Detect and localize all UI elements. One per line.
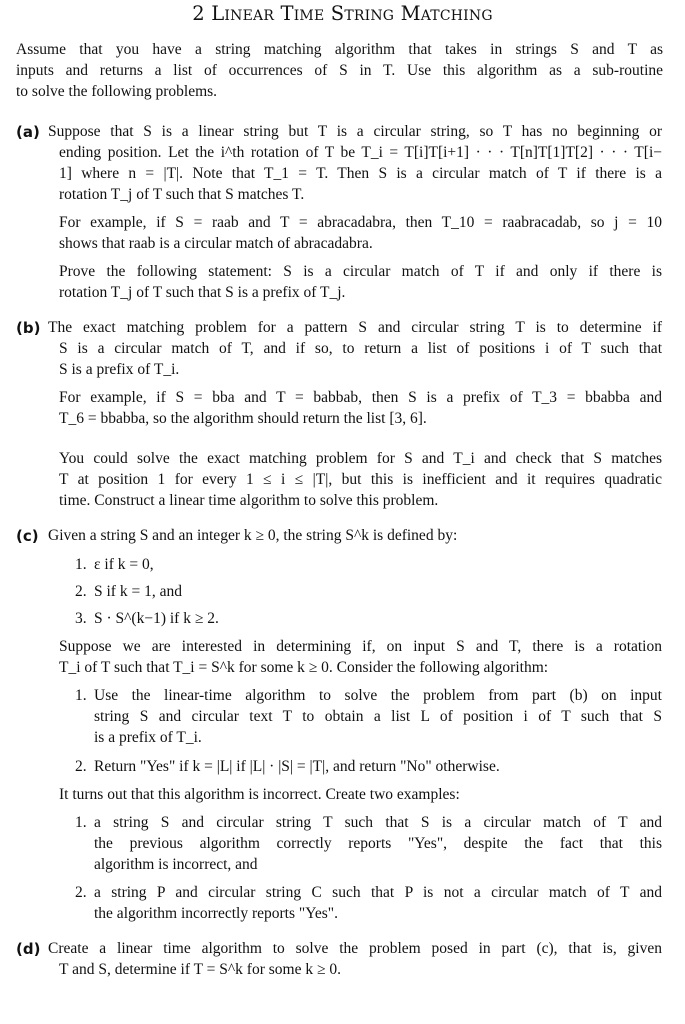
intro-line: to solve the following problems.: [16, 83, 218, 100]
part-c-examples-intro: It turns out that this algorithm is incorrect. Create two examples:: [59, 786, 460, 803]
part-d-text: Create a linear time algorithm to solve the problem posed in part (c), that is, given: [48, 940, 662, 957]
part-a-prove: rotation T_j of T such that S is a prefix of T_j.: [59, 284, 346, 301]
ex-item-text: algorithm is incorrect, and: [94, 856, 258, 873]
part-a-prove: Prove the following statement: S is a circular match of T if and only if there is: [59, 263, 662, 280]
intro-line: Assume that you have a string matching algorithm that takes in strings S and T as: [16, 41, 663, 58]
part-b-note: time. Construct a linear time algorithm to solve this problem.: [59, 492, 439, 509]
alg-item-text: string S and circular text T to obtain a list L of position i of T such that S: [94, 708, 662, 725]
ex-item-number: 1.: [75, 814, 87, 831]
def-item-number: 1.: [75, 556, 87, 573]
part-c-text: T_i of T such that T_i = S^k for some k ≥ 0. Consider the following algorithm:: [59, 659, 549, 676]
alg-item-number: 1.: [75, 687, 87, 704]
alg-item-text: Return "Yes" if k = |L| if |L| · |S| = |T|, and return "No" otherwise.: [94, 758, 500, 775]
ex-item-text: a string P and circular string C such that P is not a circular match of T and: [94, 884, 662, 901]
def-item-number: 2.: [75, 583, 87, 600]
def-item-number: 3.: [75, 610, 87, 627]
part-c-text: Suppose we are interested in determining if, on input S and T, there is a rotation: [59, 638, 662, 655]
ex-item-number: 2.: [75, 884, 87, 901]
part-a-example: For example, if S = raab and T = abracadabra, then T_10 = raabracadab, so j = 10: [59, 214, 662, 231]
ex-item-text: the previous algorithm correctly reports "Yes", despite the fact that this: [94, 835, 662, 852]
alg-item-text: Use the linear-time algorithm to solve the problem from part (b) on input: [94, 687, 662, 704]
alg-item-number: 2.: [75, 758, 87, 775]
part-b-example: T_6 = bbabba, so the algorithm should return the list [3, 6].: [59, 410, 427, 427]
part-a-text: Suppose that S is a linear string but T is a circular string, so T has no beginning or: [48, 123, 662, 140]
part-b-label: (b): [16, 319, 41, 337]
part-a-label: (a): [16, 123, 40, 141]
part-a-text: ending position. Let the i^th rotation of T be T_i = T[i]T[i+1] · · · T[n]T[1]T[2] · · · T[i−: [59, 144, 662, 161]
part-a-text: rotation T_j of T such that S matches T.: [59, 186, 305, 203]
part-b-note: You could solve the exact matching problem for S and T_i and check that S matches: [59, 450, 662, 467]
intro-line: inputs and returns a list of occurrences of S in T. Use this algorithm as a sub-routine: [16, 62, 663, 79]
part-d-text: T and S, determine if T = S^k for some k ≥ 0.: [59, 961, 341, 978]
part-b-text: S is a prefix of T_i.: [59, 361, 180, 378]
part-c-intro: Given a string S and an integer k ≥ 0, the string S^k is defined by:: [48, 527, 458, 544]
ex-item-text: a string S and circular string T such that S is a circular match of T and: [94, 814, 662, 831]
section-title: 2 Linear Time String Matching: [192, 2, 493, 25]
part-c-label: (c): [16, 527, 39, 545]
ex-item-text: the algorithm incorrectly reports "Yes".: [94, 905, 338, 922]
def-item-text: S if k = 1, and: [94, 583, 182, 600]
part-a-text: 1] where n = |T|. Note that T_1 = T. Then S is a circular match of T if there is a: [59, 165, 662, 182]
part-b-text: The exact matching problem for a pattern S and circular string T is to determine if: [48, 319, 662, 336]
part-b-example: For example, if S = bba and T = babbab, then S is a prefix of T_3 = bbabba and: [59, 389, 662, 406]
def-item-text: S · S^(k−1) if k ≥ 2.: [94, 610, 219, 627]
part-b-note: T at position 1 for every 1 ≤ i ≤ |T|, but this is inefficient and it requires quadratic: [59, 471, 662, 488]
alg-item-text: is a prefix of T_i.: [94, 729, 202, 746]
part-b-text: S is a circular match of T, and if so, to return a list of positions i of T such that: [59, 340, 662, 357]
part-a-example: shows that raab is a circular match of abracadabra.: [59, 235, 373, 252]
part-d-label: (d): [16, 940, 41, 958]
def-item-text: ε if k = 0,: [94, 556, 154, 573]
